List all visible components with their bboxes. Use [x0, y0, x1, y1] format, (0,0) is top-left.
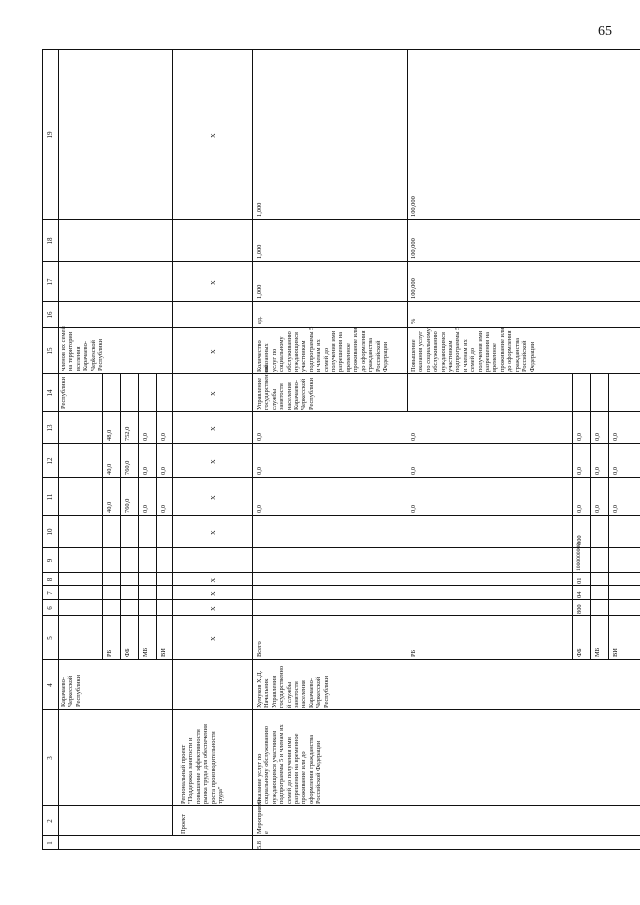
x-mark: X	[210, 577, 217, 583]
kbk-c7: 04	[576, 591, 583, 598]
column-number-14: 14	[46, 389, 54, 397]
indicator-1-c18: 1,000	[256, 244, 263, 259]
column-number-8: 8	[46, 577, 54, 582]
kbk-c9: 1000000000	[576, 543, 582, 571]
column-number-10: 10	[46, 528, 54, 536]
source-label: ВИ	[612, 648, 619, 657]
column-line-20	[42, 49, 640, 50]
column-line-2	[42, 835, 640, 836]
x-mark: X	[210, 426, 217, 431]
value-c13: 0,0	[410, 433, 417, 441]
indicator-2-c18: 100,000	[410, 238, 417, 259]
column-line-1	[42, 849, 640, 850]
indicator-2-unit: %	[410, 318, 417, 324]
value-c11: 0,0	[256, 505, 263, 513]
value-c12: 760,0	[124, 460, 131, 475]
responsible-text: Республики	[60, 376, 67, 409]
value-c13: 0,0	[576, 433, 583, 441]
source-row-line	[120, 374, 121, 660]
column-line-18	[42, 261, 640, 262]
indicator-2-c19: 100,000	[410, 196, 417, 217]
x-mark: X	[210, 530, 217, 535]
value-c12: 0,0	[160, 467, 167, 475]
source-label: МБ	[142, 647, 149, 657]
measure-number: 5.8	[256, 841, 263, 849]
budget-table	[42, 50, 640, 850]
source-row-line	[590, 374, 591, 660]
header-number-line	[58, 50, 59, 850]
value-c13: 0,0	[160, 433, 167, 441]
executor-text: Хумуков Х.Д. Начальник Управления государственно й службы занятости населения Карачаево- Черкесской Республики	[256, 665, 330, 708]
value-c13: 0,0	[256, 433, 263, 441]
x-mark: X	[210, 459, 217, 464]
column-line-10	[42, 547, 640, 548]
column-line-3	[42, 805, 640, 806]
column-line-11	[42, 515, 640, 516]
column-number-12: 12	[46, 457, 54, 465]
column-number-15: 15	[46, 347, 54, 355]
x-mark: X	[210, 349, 217, 354]
source-label: ФБ	[576, 648, 583, 657]
project-name-text: Региональный проект "Поддержка занятости и повышение эффективности рынка труда для обеспечения роста производительности труда"	[180, 724, 225, 804]
value-c12: 0,0	[576, 467, 583, 475]
value-c12: 0,0	[256, 467, 263, 475]
column-number-17: 17	[46, 278, 54, 286]
column-number-7: 7	[46, 591, 54, 595]
column-number-3: 3	[46, 756, 54, 760]
value-c13: 0,0	[594, 433, 601, 441]
project-label: Проект	[180, 814, 187, 834]
indicator-1-unit: ед.	[256, 316, 263, 324]
column-number-6: 6	[46, 606, 54, 610]
indicator-1-c19: 1,000	[256, 202, 263, 217]
column-number-13: 13	[46, 424, 54, 432]
measure-name-text: Оказание услуг по социальному обслуживанию нуждающимся участникам подпрограммы 5 и членам их семей до получения ими разрешения на временное проживание или до оформления гражданства Российской Федерации	[256, 724, 323, 804]
source-row-line	[156, 374, 157, 660]
responsible-text: Управление государственной службы занятости населения Карачаево- Черкесской Республики	[256, 364, 315, 410]
column-number-5: 5	[46, 636, 54, 640]
x-mark: X	[210, 606, 217, 611]
value-c11: 0,0	[594, 505, 601, 513]
column-number-18: 18	[46, 237, 54, 245]
value-c11: 0,0	[410, 505, 417, 513]
x-mark: X	[210, 591, 217, 596]
indicator-split-line	[407, 50, 408, 412]
column-line-4	[42, 709, 640, 710]
column-number-1: 1	[46, 841, 54, 845]
source-label: РБ	[106, 649, 113, 657]
indicator-2-c17: 100,000	[410, 278, 417, 299]
kbk-c8: 01	[576, 577, 583, 584]
column-line-9	[42, 572, 640, 573]
value-c11: 0,0	[612, 505, 619, 513]
column-number-11: 11	[46, 493, 54, 501]
indicator-1-name: Количество оказанных услуг по социальному обслуживанию нуждающимся участникам подпрограммы 5 и членам их семей до получения ими разрешения на временное проживание или до оформления гражданства Российской Федерации	[256, 326, 389, 372]
column-number-2: 2	[46, 819, 54, 823]
source-row-line	[572, 374, 573, 660]
column-number-19: 19	[46, 131, 54, 139]
source-row-line	[138, 374, 139, 660]
column-line-19	[42, 219, 640, 220]
source-label: ВИ	[160, 648, 167, 657]
source-row-line	[608, 374, 609, 660]
x-mark: X	[210, 495, 217, 500]
value-c12: 0,0	[410, 467, 417, 475]
value-c11: 0,0	[576, 505, 583, 513]
source-label: РБ	[410, 649, 417, 657]
column-number-4: 4	[46, 683, 54, 687]
column-line-5	[42, 659, 640, 660]
source-label: МБ	[594, 647, 601, 657]
kbk-c6: 800	[576, 604, 583, 614]
table-border-left	[42, 50, 43, 850]
column-line-14	[42, 411, 640, 412]
column-line-17	[42, 301, 640, 302]
column-line-7	[42, 599, 640, 600]
column-line-13	[42, 443, 640, 444]
value-c12: 40,0	[106, 463, 113, 475]
value-c11: 0,0	[160, 505, 167, 513]
source-label: ФБ	[124, 648, 131, 657]
page-number: 65	[598, 24, 612, 39]
x-mark: X	[210, 391, 217, 396]
indicator-1-c17: 1,000	[256, 284, 263, 299]
indicator-text: членов их семей на территории вселения Карачаево- Черkesской Республики	[60, 326, 105, 371]
column-number-9: 9	[46, 558, 54, 563]
org-name-text: Карачаево- Черкесской Республики	[60, 674, 82, 707]
source-row-line	[102, 374, 103, 660]
column-line-12	[42, 477, 640, 478]
value-c11: 760,0	[124, 498, 131, 513]
indicator-2-name: Повышение оказания услуг по социальному обслуживанию нуждающимся участникам подпрограммы 5 и членам их семей до получения ими разрешения на временное проживание или до оформления гражданства Российской Федерации	[410, 326, 536, 372]
value-c13: 0,0	[142, 433, 149, 441]
value-c12: 0,0	[612, 467, 619, 475]
value-c12: 0,0	[142, 467, 149, 475]
column-line-6	[42, 615, 640, 616]
total-label: Всего	[256, 641, 263, 657]
value-c11: 40,0	[106, 501, 113, 513]
column-line-15	[42, 373, 640, 374]
value-c13: 752,0	[124, 426, 131, 441]
x-mark: X	[210, 133, 217, 138]
column-number-16: 16	[46, 311, 54, 319]
x-mark: X	[210, 280, 217, 285]
value-c13: 48,0	[106, 429, 113, 441]
x-mark: X	[210, 636, 217, 641]
measure-label: Мероприяти е	[256, 799, 271, 834]
measure-line	[252, 50, 253, 850]
value-c13: 0,0	[612, 433, 619, 441]
column-line-8	[42, 585, 640, 586]
kbk-c10: 000	[576, 535, 583, 545]
value-c12: 0,0	[594, 467, 601, 475]
value-c11: 0,0	[142, 505, 149, 513]
